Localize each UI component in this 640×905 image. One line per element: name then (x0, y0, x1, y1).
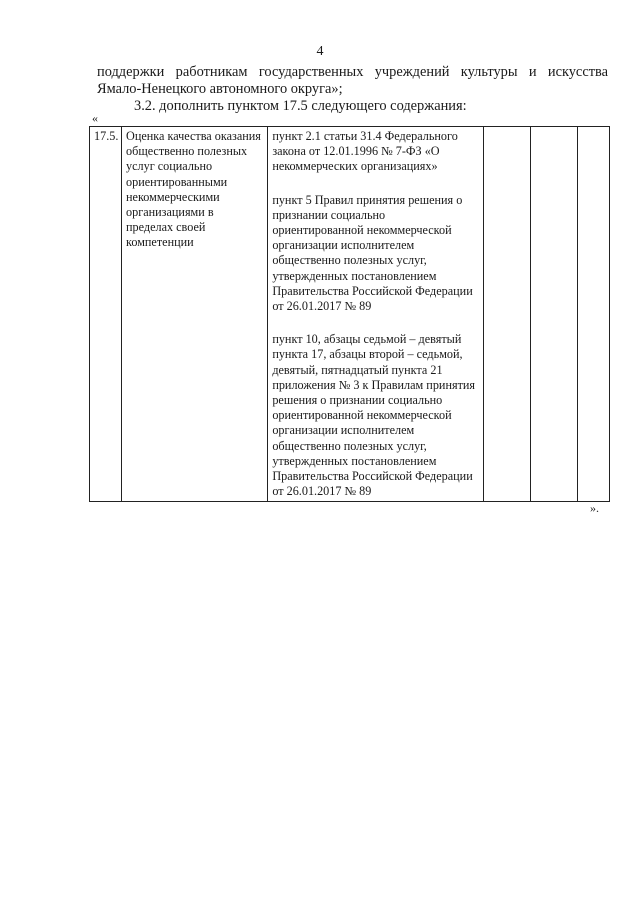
opening-quote: « (92, 111, 98, 125)
row-name-cell: Оценка качества оказания общественно полезных услуг социально ориентированными некоммерческими организациями в пределах своей компетенции (122, 127, 268, 502)
basis-item: пункт 5 Правил принятия решения о признании социально ориентированной некоммерческой организации исполнителем общественно полезных услуг, утвержденных постановлением Правительства Российской Федерации от 26.01.2017 № 89 (272, 192, 473, 314)
basis-item: пункт 10, абзацы седьмой – девятый пункта 17, абзацы второй – седьмой, девятый, пятнадцатый пункта 21 приложения № 3 к Правилам принятия решения о признании социально ориентированной некоммерческой организации исполнителем общественно полезных услуг, утвержденных постановлением Правительства Российской Федерации от 26.01.2017 № 89 (272, 332, 476, 499)
page-number: 4 (316, 44, 324, 59)
row-basis-cell (268, 127, 484, 502)
row-empty-cell-2 (530, 127, 577, 502)
paragraph-continuation (97, 64, 608, 98)
row-empty-cell-1 (484, 127, 531, 502)
paragraph-line-1: поддержки работникам государственных учреждений культуры и искусства (97, 64, 608, 80)
row-empty-cell-3 (577, 127, 609, 502)
paragraph-line-2: Ямало-Ненецкого автономного округа»; (97, 81, 343, 97)
row-number-cell: 17.5. (90, 127, 122, 502)
table-row (90, 127, 610, 502)
amendment-table (89, 126, 610, 502)
clause-3-2: 3.2. дополнить пунктом 17.5 следующего содержания: (134, 98, 467, 114)
closing-quote: ». (590, 501, 599, 515)
basis-item: пункт 2.1 статьи 31.4 Федерального закона от 12.01.1996 № 7-ФЗ «О некоммерческих организациях» (272, 129, 458, 174)
